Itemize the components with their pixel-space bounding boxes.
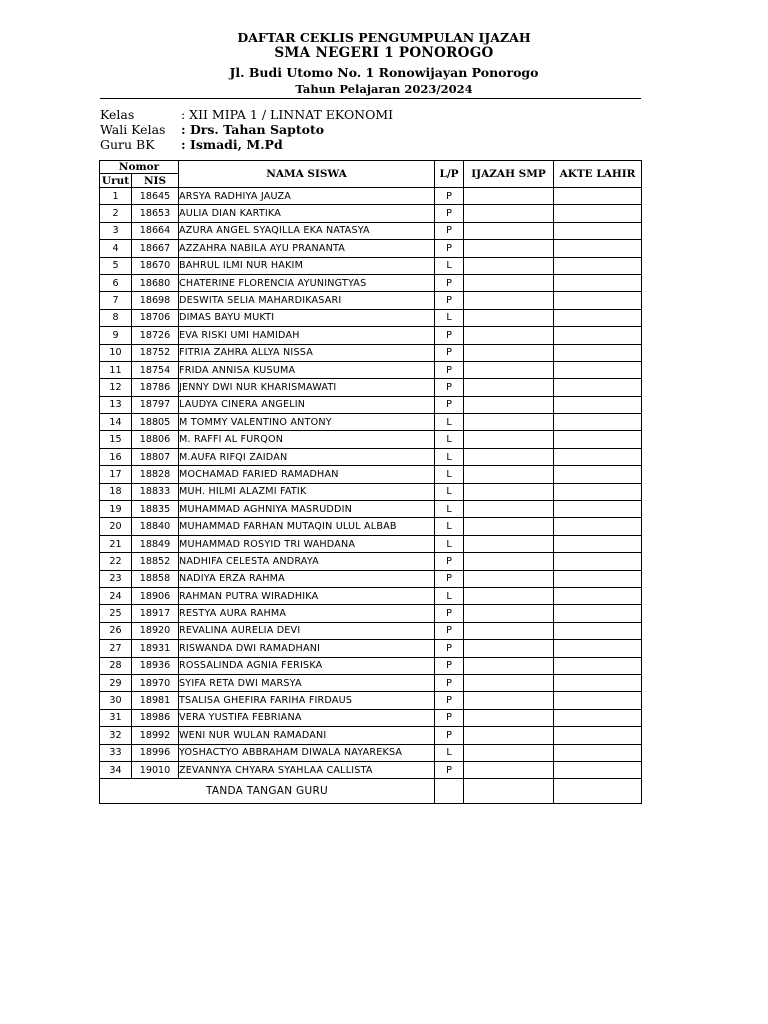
student-nis: 18667	[132, 240, 179, 257]
header-ijazah-smp: IJAZAH SMP	[464, 161, 554, 188]
signature-cell-akte[interactable]	[554, 779, 642, 804]
student-gender: P	[435, 570, 464, 587]
table-row	[100, 361, 642, 378]
table-row	[100, 222, 642, 239]
table-row	[100, 466, 642, 483]
akte-lahir-checkbox-cell[interactable]	[554, 379, 642, 396]
ijazah-smp-checkbox-cell[interactable]	[464, 431, 554, 448]
student-gender: L	[435, 535, 464, 552]
ijazah-smp-checkbox-cell[interactable]	[464, 483, 554, 500]
student-nis: 18698	[132, 292, 179, 309]
table-row	[100, 327, 642, 344]
student-gender: P	[435, 274, 464, 291]
row-number: 21	[100, 535, 132, 552]
student-name: MUHAMMAD ROSYID TRI WAHDANA	[179, 535, 435, 552]
info-guru-bk	[100, 137, 641, 152]
wali-kelas-label: Wali Kelas	[100, 122, 166, 137]
ijazah-smp-checkbox-cell[interactable]	[464, 379, 554, 396]
student-name: NADIYA ERZA RAHMA	[179, 570, 435, 587]
ijazah-smp-checkbox-cell[interactable]	[464, 622, 554, 639]
ijazah-smp-checkbox-cell[interactable]	[464, 553, 554, 570]
table-row	[100, 605, 642, 622]
student-nis: 18931	[132, 640, 179, 657]
akte-lahir-checkbox-cell[interactable]	[554, 205, 642, 222]
student-name: EVA RISKI UMI HAMIDAH	[179, 327, 435, 344]
table-row	[100, 240, 642, 257]
student-gender: P	[435, 292, 464, 309]
row-number: 1	[100, 188, 132, 205]
table-row	[100, 292, 642, 309]
akte-lahir-checkbox-cell[interactable]	[554, 553, 642, 570]
row-number: 6	[100, 274, 132, 291]
student-nis: 18906	[132, 587, 179, 604]
ijazah-smp-checkbox-cell[interactable]	[464, 344, 554, 361]
student-nis: 18981	[132, 692, 179, 709]
ijazah-smp-checkbox-cell[interactable]	[464, 640, 554, 657]
student-gender: L	[435, 431, 464, 448]
student-gender: P	[435, 622, 464, 639]
header-lp: L/P	[435, 161, 464, 188]
table-row	[100, 709, 642, 726]
student-nis: 18840	[132, 518, 179, 535]
akte-lahir-checkbox-cell[interactable]	[554, 396, 642, 413]
akte-lahir-checkbox-cell[interactable]	[554, 535, 642, 552]
table-row	[100, 448, 642, 465]
table-row	[100, 570, 642, 587]
ijazah-smp-checkbox-cell[interactable]	[464, 535, 554, 552]
school-name: SMA NEGERI 1 PONOROGO	[274, 45, 494, 61]
akte-lahir-checkbox-cell[interactable]	[554, 605, 642, 622]
table-row	[100, 744, 642, 761]
table-row	[100, 587, 642, 604]
academic-year: Tahun Pelajaran 2023/2024	[295, 82, 473, 96]
row-number: 28	[100, 657, 132, 674]
row-number: 10	[100, 344, 132, 361]
akte-lahir-checkbox-cell[interactable]	[554, 483, 642, 500]
student-name: DIMAS BAYU MUKTI	[179, 309, 435, 326]
ijazah-smp-checkbox-cell[interactable]	[464, 309, 554, 326]
akte-lahir-checkbox-cell[interactable]	[554, 727, 642, 744]
student-gender: P	[435, 361, 464, 378]
student-gender: P	[435, 396, 464, 413]
ijazah-smp-checkbox-cell[interactable]	[464, 744, 554, 761]
student-name: ROSSALINDA AGNIA FERISKA	[179, 657, 435, 674]
student-name: YOSHACTYO ABBRAHAM DIWALA NAYAREKSA	[179, 744, 435, 761]
student-nis: 18828	[132, 466, 179, 483]
student-name: AZURA ANGEL SYAQILLA EKA NATASYA	[179, 222, 435, 239]
student-name: WENI NUR WULAN RAMADANI	[179, 727, 435, 744]
student-nis: 18992	[132, 727, 179, 744]
ijazah-smp-checkbox-cell[interactable]	[464, 605, 554, 622]
header-nomor: Nomor	[100, 161, 179, 174]
student-nis: 18807	[132, 448, 179, 465]
student-gender: L	[435, 257, 464, 274]
student-name: AZZAHRA NABILA AYU PRANANTA	[179, 240, 435, 257]
row-number: 20	[100, 518, 132, 535]
row-number: 14	[100, 414, 132, 431]
signature-label: TANDA TANGAN GURU	[100, 779, 435, 804]
ijazah-smp-checkbox-cell[interactable]	[464, 518, 554, 535]
table-row	[100, 414, 642, 431]
student-nis: 18754	[132, 361, 179, 378]
akte-lahir-checkbox-cell[interactable]	[554, 448, 642, 465]
header-urut: Urut	[100, 174, 132, 188]
student-nis: 18806	[132, 431, 179, 448]
student-nis: 18833	[132, 483, 179, 500]
table-row	[100, 692, 642, 709]
table-row	[100, 553, 642, 570]
student-nis: 18797	[132, 396, 179, 413]
table-row	[100, 431, 642, 448]
row-number: 3	[100, 222, 132, 239]
student-gender: L	[435, 518, 464, 535]
student-name: ZEVANNYA CHYARA SYAHLAA CALLISTA	[179, 761, 435, 778]
student-nis: 18706	[132, 309, 179, 326]
student-name: AULIA DIAN KARTIKA	[179, 205, 435, 222]
student-gender: L	[435, 501, 464, 518]
student-name: M.AUFA RIFQI ZAIDAN	[179, 448, 435, 465]
signature-row	[100, 779, 642, 804]
row-number: 27	[100, 640, 132, 657]
student-gender: P	[435, 657, 464, 674]
row-number: 30	[100, 692, 132, 709]
student-nis: 18786	[132, 379, 179, 396]
ijazah-smp-checkbox-cell[interactable]	[464, 361, 554, 378]
student-gender: P	[435, 240, 464, 257]
kelas-label: Kelas	[100, 107, 135, 122]
wali-kelas-value: : Drs. Tahan Saptoto	[181, 122, 325, 137]
row-number: 9	[100, 327, 132, 344]
row-number: 7	[100, 292, 132, 309]
akte-lahir-checkbox-cell[interactable]	[554, 692, 642, 709]
student-nis: 18986	[132, 709, 179, 726]
student-name: TSALISA GHEFIRA FARIHA FIRDAUS	[179, 692, 435, 709]
student-gender: P	[435, 553, 464, 570]
akte-lahir-checkbox-cell[interactable]	[554, 222, 642, 239]
student-gender: P	[435, 205, 464, 222]
ijazah-smp-checkbox-cell[interactable]	[464, 414, 554, 431]
student-nis: 18849	[132, 535, 179, 552]
student-nis: 18917	[132, 605, 179, 622]
akte-lahir-checkbox-cell[interactable]	[554, 622, 642, 639]
row-number: 32	[100, 727, 132, 744]
table-row	[100, 501, 642, 518]
row-number: 31	[100, 709, 132, 726]
akte-lahir-checkbox-cell[interactable]	[554, 761, 642, 778]
student-gender: P	[435, 640, 464, 657]
student-name: RAHMAN PUTRA WIRADHIKA	[179, 587, 435, 604]
row-number: 12	[100, 379, 132, 396]
table-row	[100, 640, 642, 657]
student-name: BAHRUL ILMI NUR HAKIM	[179, 257, 435, 274]
akte-lahir-checkbox-cell[interactable]	[554, 344, 642, 361]
table-row	[100, 483, 642, 500]
student-nis: 18805	[132, 414, 179, 431]
student-name: RISWANDA DWI RAMADHANI	[179, 640, 435, 657]
akte-lahir-checkbox-cell[interactable]	[554, 501, 642, 518]
ijazah-smp-checkbox-cell[interactable]	[464, 587, 554, 604]
student-nis: 18726	[132, 327, 179, 344]
row-number: 34	[100, 761, 132, 778]
student-name: LAUDYA CINERA ANGELIN	[179, 396, 435, 413]
ijazah-smp-checkbox-cell[interactable]	[464, 501, 554, 518]
row-number: 13	[100, 396, 132, 413]
student-name: DESWITA SELIA MAHARDIKASARI	[179, 292, 435, 309]
document-title: DAFTAR CEKLIS PENGUMPULAN IJAZAH	[237, 30, 531, 45]
student-nis: 18920	[132, 622, 179, 639]
table-row	[100, 344, 642, 361]
student-name: M. RAFFI AL FURQON	[179, 431, 435, 448]
table-row	[100, 379, 642, 396]
akte-lahir-checkbox-cell[interactable]	[554, 657, 642, 674]
ijazah-smp-checkbox-cell[interactable]	[464, 466, 554, 483]
ijazah-smp-checkbox-cell[interactable]	[464, 257, 554, 274]
akte-lahir-checkbox-cell[interactable]	[554, 640, 642, 657]
akte-lahir-checkbox-cell[interactable]	[554, 327, 642, 344]
student-name: M TOMMY VALENTINO ANTONY	[179, 414, 435, 431]
akte-lahir-checkbox-cell[interactable]	[554, 570, 642, 587]
ijazah-smp-checkbox-cell[interactable]	[464, 448, 554, 465]
ijazah-smp-checkbox-cell[interactable]	[464, 188, 554, 205]
row-number: 8	[100, 309, 132, 326]
row-number: 4	[100, 240, 132, 257]
row-number: 26	[100, 622, 132, 639]
ijazah-smp-checkbox-cell[interactable]	[464, 240, 554, 257]
ijazah-smp-checkbox-cell[interactable]	[464, 761, 554, 778]
student-name: REVALINA AURELIA DEVI	[179, 622, 435, 639]
row-number: 25	[100, 605, 132, 622]
akte-lahir-checkbox-cell[interactable]	[554, 361, 642, 378]
student-gender: L	[435, 744, 464, 761]
student-name: NADHIFA CELESTA ANDRAYA	[179, 553, 435, 570]
ijazah-smp-checkbox-cell[interactable]	[464, 205, 554, 222]
student-nis: 18752	[132, 344, 179, 361]
ijazah-smp-checkbox-cell[interactable]	[464, 570, 554, 587]
akte-lahir-checkbox-cell[interactable]	[554, 274, 642, 291]
ijazah-smp-checkbox-cell[interactable]	[464, 727, 554, 744]
akte-lahir-checkbox-cell[interactable]	[554, 518, 642, 535]
student-gender: L	[435, 483, 464, 500]
row-number: 17	[100, 466, 132, 483]
student-gender: P	[435, 379, 464, 396]
header-divider	[100, 98, 641, 99]
student-gender: P	[435, 344, 464, 361]
table-row	[100, 274, 642, 291]
akte-lahir-checkbox-cell[interactable]	[554, 414, 642, 431]
student-nis: 18835	[132, 501, 179, 518]
table-row	[100, 761, 642, 778]
ijazah-smp-checkbox-cell[interactable]	[464, 692, 554, 709]
student-gender: P	[435, 188, 464, 205]
guru-bk-label: Guru BK	[100, 137, 155, 152]
table-row	[100, 674, 642, 691]
ijazah-smp-checkbox-cell[interactable]	[464, 222, 554, 239]
student-nis: 18670	[132, 257, 179, 274]
header-akte-lahir: AKTE LAHIR	[554, 161, 642, 188]
ijazah-smp-checkbox-cell[interactable]	[464, 396, 554, 413]
akte-lahir-checkbox-cell[interactable]	[554, 587, 642, 604]
student-gender: P	[435, 605, 464, 622]
row-number: 19	[100, 501, 132, 518]
akte-lahir-checkbox-cell[interactable]	[554, 309, 642, 326]
student-name: ARSYA RADHIYA JAUZA	[179, 188, 435, 205]
table-row	[100, 257, 642, 274]
student-nis: 18645	[132, 188, 179, 205]
student-nis: 19010	[132, 761, 179, 778]
akte-lahir-checkbox-cell[interactable]	[554, 188, 642, 205]
table-row	[100, 622, 642, 639]
student-gender: P	[435, 327, 464, 344]
table-row	[100, 535, 642, 552]
student-gender: L	[435, 309, 464, 326]
row-number: 11	[100, 361, 132, 378]
student-gender: P	[435, 709, 464, 726]
row-number: 18	[100, 483, 132, 500]
student-gender: P	[435, 727, 464, 744]
student-name: VERA YUSTIFA FEBRIANA	[179, 709, 435, 726]
akte-lahir-checkbox-cell[interactable]	[554, 431, 642, 448]
row-number: 5	[100, 257, 132, 274]
student-nis: 18936	[132, 657, 179, 674]
kelas-value: : XII MIPA 1 / LINNAT EKONOMI	[181, 107, 394, 122]
ijazah-smp-checkbox-cell[interactable]	[464, 709, 554, 726]
ijazah-smp-checkbox-cell[interactable]	[464, 292, 554, 309]
akte-lahir-checkbox-cell[interactable]	[554, 292, 642, 309]
akte-lahir-checkbox-cell[interactable]	[554, 240, 642, 257]
akte-lahir-checkbox-cell[interactable]	[554, 709, 642, 726]
student-gender: P	[435, 222, 464, 239]
student-gender: P	[435, 761, 464, 778]
student-nis: 18996	[132, 744, 179, 761]
table-row	[100, 518, 642, 535]
student-nis: 18858	[132, 570, 179, 587]
student-gender: L	[435, 587, 464, 604]
table-row	[100, 396, 642, 413]
student-gender: L	[435, 466, 464, 483]
ijazah-smp-checkbox-cell[interactable]	[464, 657, 554, 674]
signature-cell-ijazah[interactable]	[464, 779, 554, 804]
student-name: CHATERINE FLORENCIA AYUNINGTYAS	[179, 274, 435, 291]
row-number: 22	[100, 553, 132, 570]
table-row	[100, 657, 642, 674]
header-nis: NIS	[132, 174, 179, 188]
student-nis: 18970	[132, 674, 179, 691]
header-nama-siswa: NAMA SISWA	[179, 161, 435, 188]
student-name: JENNY DWI NUR KHARISMAWATI	[179, 379, 435, 396]
akte-lahir-checkbox-cell[interactable]	[554, 674, 642, 691]
student-nis: 18653	[132, 205, 179, 222]
checklist-table	[99, 160, 642, 804]
student-name: SYIFA RETA DWI MARSYA	[179, 674, 435, 691]
guru-bk-value: : Ismadi, M.Pd	[181, 137, 283, 152]
ijazah-smp-checkbox-cell[interactable]	[464, 674, 554, 691]
student-name: MUHAMMAD FARHAN MUTAQIN ULUL ALBAB	[179, 518, 435, 535]
ijazah-smp-checkbox-cell[interactable]	[464, 327, 554, 344]
table-row	[100, 188, 642, 205]
student-nis: 18664	[132, 222, 179, 239]
ijazah-smp-checkbox-cell[interactable]	[464, 274, 554, 291]
student-name: MOCHAMAD FARIED RAMADHAN	[179, 466, 435, 483]
signature-cell-lp[interactable]	[435, 779, 464, 804]
student-gender: P	[435, 692, 464, 709]
student-name: FRIDA ANNISA KUSUMA	[179, 361, 435, 378]
table-row	[100, 205, 642, 222]
student-name: FITRIA ZAHRA ALLYA NISSA	[179, 344, 435, 361]
student-nis: 18680	[132, 274, 179, 291]
row-number: 29	[100, 674, 132, 691]
table-row	[100, 309, 642, 326]
student-name: MUHAMMAD AGHNIYA MASRUDDIN	[179, 501, 435, 518]
student-gender: P	[435, 674, 464, 691]
student-gender: L	[435, 448, 464, 465]
akte-lahir-checkbox-cell[interactable]	[554, 257, 642, 274]
student-name: RESTYA AURA RAHMA	[179, 605, 435, 622]
table-row	[100, 727, 642, 744]
row-number: 16	[100, 448, 132, 465]
school-address: Jl. Budi Utomo No. 1 Ronowijayan Ponorogo	[229, 65, 539, 80]
table-body	[100, 188, 642, 804]
row-number: 15	[100, 431, 132, 448]
info-kelas	[100, 107, 641, 122]
row-number: 2	[100, 205, 132, 222]
akte-lahir-checkbox-cell[interactable]	[554, 466, 642, 483]
student-name: MUH. HILMI ALAZMI FATIK	[179, 483, 435, 500]
row-number: 23	[100, 570, 132, 587]
akte-lahir-checkbox-cell[interactable]	[554, 744, 642, 761]
student-nis: 18852	[132, 553, 179, 570]
row-number: 24	[100, 587, 132, 604]
student-gender: L	[435, 414, 464, 431]
row-number: 33	[100, 744, 132, 761]
info-wali-kelas	[100, 122, 641, 137]
